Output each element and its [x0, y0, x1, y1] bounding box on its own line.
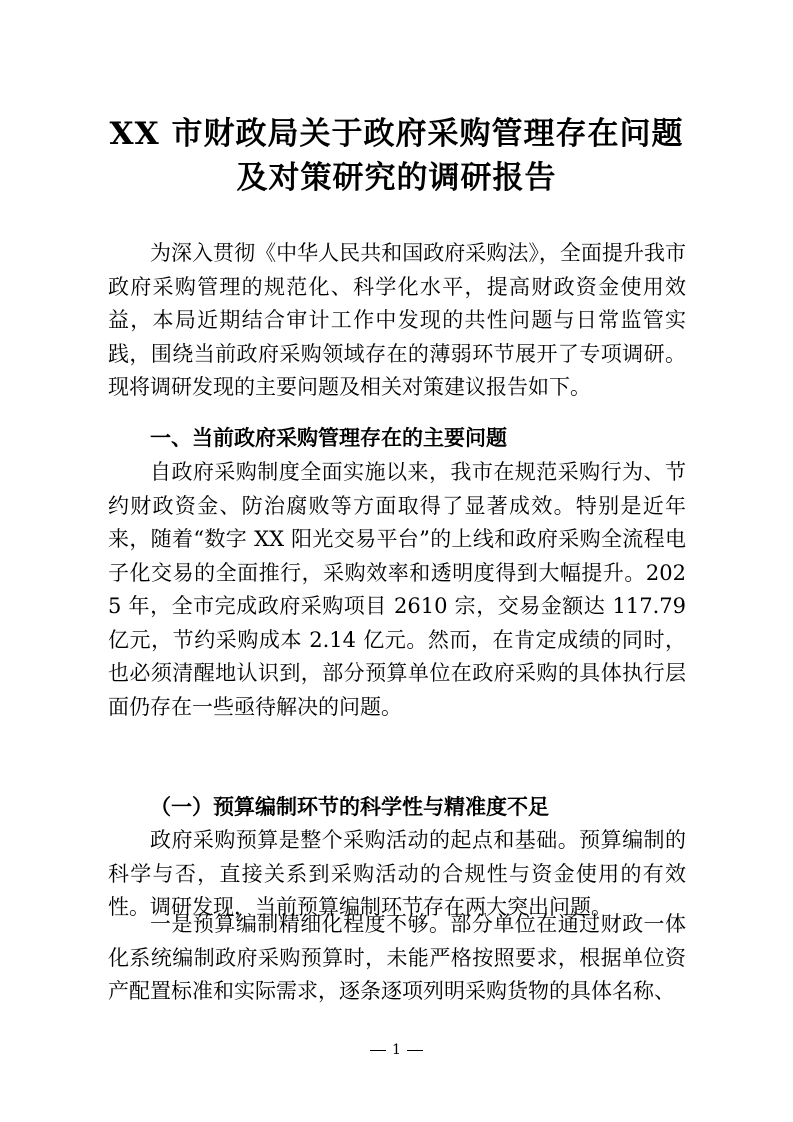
section-1-heading: 一、当前政府采购管理存在的主要问题 — [150, 426, 507, 450]
title-line-1: XX 市财政局关于政府采购管理存在问题 — [109, 116, 684, 152]
point-1-paragraph — [108, 908, 686, 1009]
point-1-lead: 一是 — [150, 912, 193, 936]
footer-dash-right — [407, 1050, 423, 1051]
subsection-1-paragraph: 政府采购预算是整个采购活动的起点和基础。预算编制的科学与否，直接关系到采购活动的合规性与资金使用的有效性。调研发现，当前预算编制环节存在两大突出问题。 — [108, 828, 686, 919]
page-footer — [0, 1042, 793, 1058]
intro-paragraph: 为深入贯彻《中华人民共和国政府采购法》，全面提升我市政府采购管理的规范化、科学化水平，提高财政资金使用效益，本局近期结合审计工作中发现的共性问题与日常监管实践，围绕当前政府采购领域存在的薄弱环节展开了专项调研。现将调研发现的主要问题及相关对策建议报告如下。 — [108, 241, 686, 399]
title-line-2: 及对策研究的调研报告 — [236, 160, 557, 196]
page-number: 1 — [392, 1042, 401, 1058]
point-1-text: 预算编制精细化程度不够。部分单位在通过财政一体化系统编制政府采购预算时，未能严格按照要求，根据单位资产配置标准和实际需求，逐条逐项列明采购货物的具体名称、 — [108, 912, 687, 1003]
subsection-1-heading: （一）预算编制环节的科学性与精准度不足 — [150, 794, 549, 819]
section-1-paragraph: 自政府采购制度全面实施以来，我市在规范采购行为、节约财政资金、防治腐败等方面取得了显著成效。特别是近年来，随着“数字 XX 阳光交易平台”的上线和政府采购全流程电子化交易的全面推行，采购效率和透明度得到大幅提升。2025 年，全市完成政府采购项目 2610 宗，交易金额达 117.79 亿元，节约采购成本 2.14 亿元。然而，在肯定成绩的同时，也必须清醒地认识到，部分预算单位在政府采购的具体执行层面仍存在一些亟待解决的问题。 — [108, 460, 686, 719]
footer-dash-left — [370, 1050, 386, 1051]
